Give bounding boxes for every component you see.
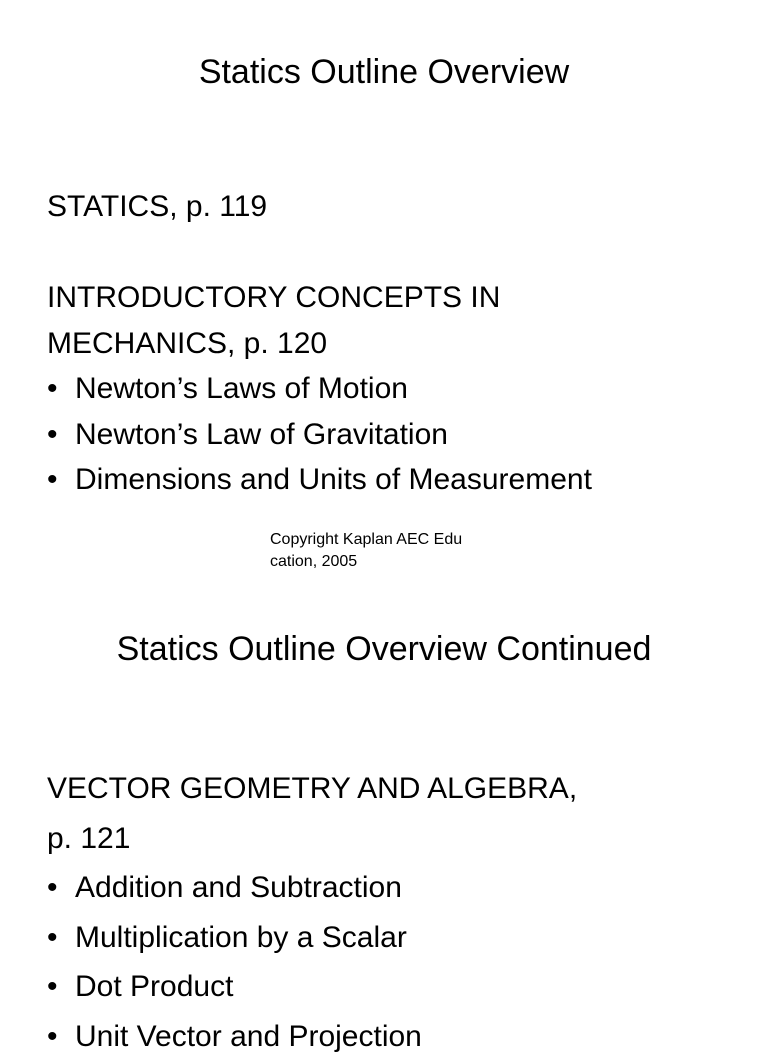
slide-2-body bbox=[47, 764, 737, 1061]
bullet-icon: • bbox=[47, 1012, 58, 1061]
slide-2-bullet-list bbox=[47, 863, 737, 1061]
slide-1-title: Statics Outline Overview bbox=[0, 52, 768, 92]
bullet-item bbox=[47, 412, 737, 458]
bullet-item bbox=[47, 1012, 737, 1061]
bullet-text: Dot Product bbox=[75, 970, 233, 1003]
copyright-notice bbox=[270, 529, 510, 573]
bullet-icon: • bbox=[47, 863, 58, 913]
slide-2-title: Statics Outline Overview Continued bbox=[0, 629, 768, 669]
bullet-text: Dimensions and Units of Measurement bbox=[75, 463, 592, 496]
bullet-item bbox=[47, 366, 737, 412]
paragraph-gap bbox=[47, 230, 737, 276]
bullet-text: Newton’s Law of Gravitation bbox=[75, 418, 448, 451]
bullet-icon: • bbox=[47, 457, 58, 503]
bullet-icon: • bbox=[47, 962, 58, 1012]
copyright-line-1: Copyright Kaplan AEC Edu bbox=[270, 529, 510, 551]
section-intro-concepts-line-1: INTRODUCTORY CONCEPTS IN bbox=[47, 275, 737, 321]
bullet-icon: • bbox=[47, 412, 58, 458]
bullet-icon: • bbox=[47, 366, 58, 412]
bullet-text: Addition and Subtraction bbox=[75, 871, 402, 904]
bullet-item bbox=[47, 913, 737, 963]
section-statics: STATICS, p. 119 bbox=[47, 184, 737, 230]
bullet-text: Multiplication by a Scalar bbox=[75, 921, 407, 954]
slide-1-body bbox=[47, 184, 737, 503]
bullet-icon: • bbox=[47, 913, 58, 963]
bullet-text: Unit Vector and Projection bbox=[75, 1020, 422, 1053]
section-vector-geometry-line-2: p. 121 bbox=[47, 814, 737, 864]
slide-2 bbox=[0, 600, 768, 1024]
bullet-item bbox=[47, 863, 737, 913]
bullet-text: Newton’s Laws of Motion bbox=[75, 372, 408, 405]
bullet-item bbox=[47, 457, 737, 503]
section-intro-concepts-line-2: MECHANICS, p. 120 bbox=[47, 321, 737, 367]
slide-1-bullet-list bbox=[47, 366, 737, 503]
copyright-line-2: cation, 2005 bbox=[270, 551, 510, 573]
section-vector-geometry-line-1: VECTOR GEOMETRY AND ALGEBRA, bbox=[47, 764, 737, 814]
bullet-item bbox=[47, 962, 737, 1012]
